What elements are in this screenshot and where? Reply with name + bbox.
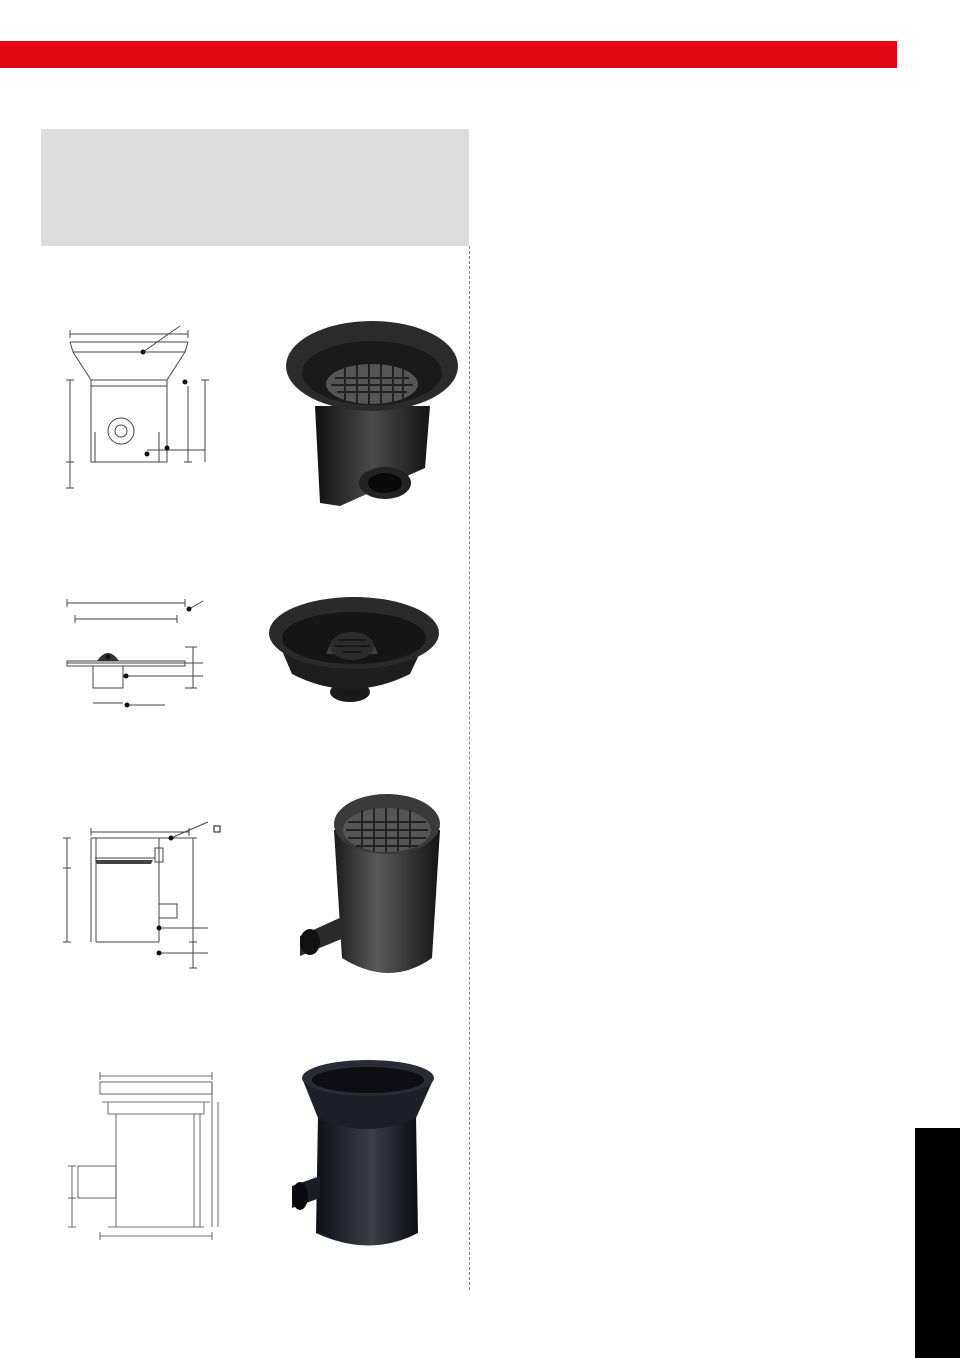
side-tab-bar [915, 0, 960, 1358]
product-photo-suppilo [268, 596, 443, 706]
product-drawing-r [60, 1062, 225, 1247]
product-photo-mx [285, 318, 460, 510]
header-red-bar [0, 41, 897, 68]
product-photo-r [290, 1058, 445, 1258]
product-photo-peh [300, 788, 445, 988]
intro-panel [41, 129, 469, 246]
